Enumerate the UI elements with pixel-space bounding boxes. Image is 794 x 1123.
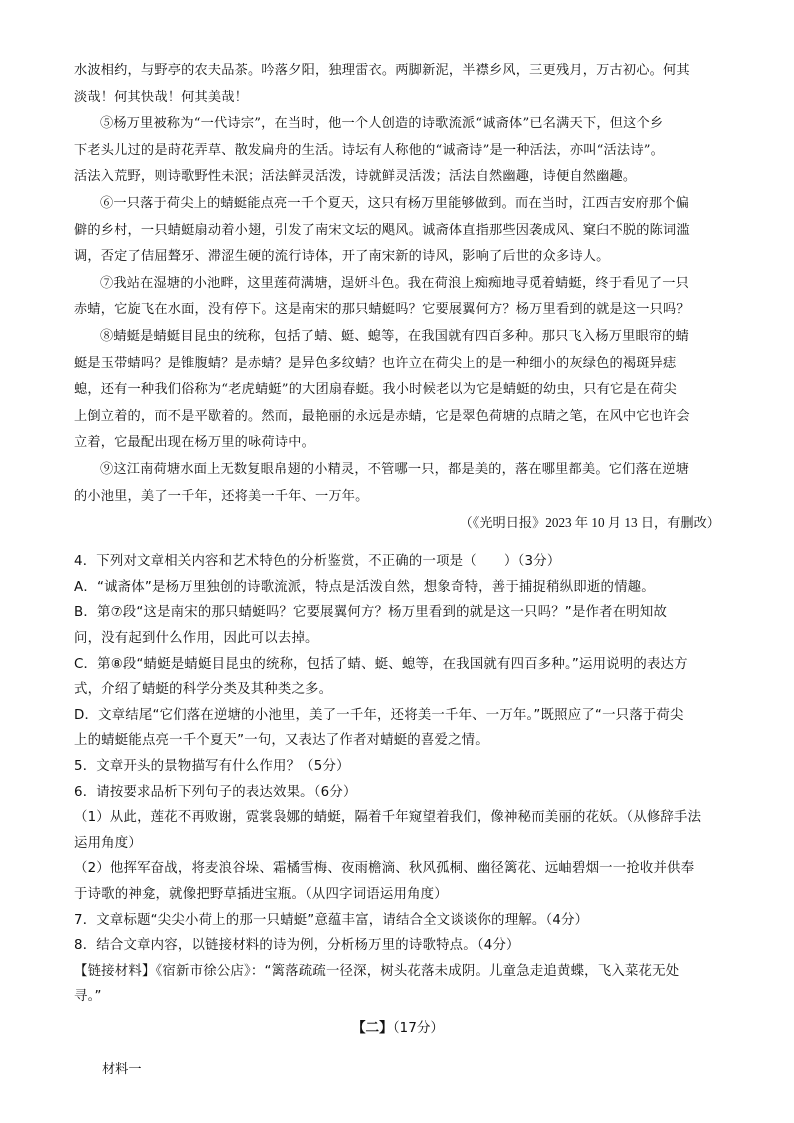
essay-paragraph-7: ⑦我站在湿塘的小池畔，这里莲荷满塘，逞妍斗色。我在荷浪上痴痴地寻觅着蜻蜓，终于看见了一只: [100, 275, 690, 291]
section-points: （17分）: [392, 1019, 445, 1036]
essay-body: [74, 58, 722, 510]
question-5: 5．文章开头的景物描写有什么作用？（5分）: [74, 759, 350, 775]
section-title: 【二】: [351, 1019, 393, 1036]
link-material-cont: 寻。”: [74, 989, 102, 1005]
essay-source: （《光明日报》2023 年 10 月 13 日，有删改）: [459, 515, 720, 531]
essay-line: 的小池里，美了一千年，还将美一千年、一万年。: [74, 488, 369, 504]
question-6-part-1: （1）从此，莲花不再败谢，霓裳袅娜的蜻蜓，隔着千年窥望着我们，像神秘而美丽的花妖。（从修辞手法: [74, 810, 702, 826]
question-4: 4．下列对文章相关内容和艺术特色的分析鉴赏，不正确的一项是（ ）（3分）: [74, 554, 561, 570]
essay-paragraph-8: ⑧蜻蜓是蜻蜓目昆虫的统称，包括了蜻、蜓、螅等，在我国就有四百多种。那只飞入杨万里眼帘的蜻: [100, 328, 690, 344]
option-d: D．文章结尾“它们落在逆塘的小池里，美了一千年，还将美一千年、一万年。”既照应了“一只落于荷尖: [74, 707, 684, 723]
link-material: 【链接材料】《宿新市徐公店》：“篱落疏疏一径深，树头花落未成阴。儿童急走追黄蝶，飞入菜花无处: [74, 963, 680, 979]
essay-line: 水波相约，与野亭的农夫品茶。吟落夕阳，独理雷衣。两脚新泥，半襟乡风，三更残月，万古初心。何其: [74, 63, 690, 78]
essay-line: 螅，还有一种我们俗称为“老虎蜻蜓”的大团扇春蜓。我小时候老以为它是蜻蜓的幼虫，只有它是在荷尖: [74, 382, 677, 398]
question-6-part-2: （2）他挥军奋战，将麦浪谷垛、霜橘雪梅、夜雨檐滴、秋风孤桐、幽径篱花、远岫碧烟一一抢收并供奉: [74, 861, 695, 877]
essay-line: 僻的乡村，一只蜻蜓扇动着小翅，引发了南宋文坛的飓风。诚斋体直指那些因袭成风、窠臼不脱的陈词滥: [74, 222, 690, 238]
question-list: [74, 549, 722, 1010]
option-a: A．“诚斋体”是杨万里独创的诗歌流派，特点是活泼自然，想象奇特，善于捕捉稍纵即逝的情趣。: [74, 579, 655, 595]
option-d-cont: 上的蜻蜓能点亮一千个夏天”一句，又表达了作者对蜻蜓的喜爱之情。: [74, 733, 489, 749]
option-c: C．第⑧段“蜻蜓是蜻蜓目昆虫的统称，包括了蜻、蜓、螅等，在我国就有四百多种。”运用说明的表达方: [74, 656, 688, 672]
question-7: 7．文章标题“尖尖小荷上的那一只蜻蜓”意蕴丰富，请结合全文谈谈你的理解。（4分）: [74, 912, 589, 928]
material-label: 材料一: [102, 1061, 142, 1077]
essay-line: 上倒立着的，而不是平歇着的。然而，最艳丽的永远是赤蜻，它是翠色荷塘的点睛之笔，在风中它也许会: [74, 408, 690, 424]
question-6-part-2-cont: 于诗歌的神龛，就像把野草插进宝瓶。（从四字词语运用角度）: [74, 887, 448, 902]
section-heading: [74, 1014, 722, 1042]
option-c-cont: 式，介绍了蜻蜓的科学分类及其种类之多。: [74, 682, 333, 698]
essay-line: 蜓是玉带蜻吗？是锥腹蜻？是赤蜻？是异色多纹蜻？也许立在荷尖上的是一种细小的灰绿色的褐斑异痣: [74, 355, 677, 371]
essay-line: 淡哉！何其快哉！何其美哉！: [74, 89, 249, 105]
option-b-cont: 问，没有起到什么作用，因此可以去掉。: [74, 631, 319, 647]
essay-line: 立着，它最配出现在杨万里的咏荷诗中。: [74, 435, 315, 451]
question-8: 8．结合文章内容，以链接材料的诗为例，分析杨万里的诗歌特点。（4分）: [74, 938, 520, 954]
essay-line: 赤蜻，它旋飞在水面，没有停下。这是南宋的那只蜻蜓吗？它要展翼何方？杨万里看到的就是这一只吗？: [74, 302, 690, 318]
option-b: B．第⑦段“这是南宋的那只蜻蜓吗？它要展翼何方？杨万里看到的就是这一只吗？”是作者在明知故: [74, 605, 668, 621]
essay-paragraph-6: ⑥一只落于荷尖上的蜻蜓能点亮一千个夏天，这只有杨万里能够做到。而在当时，江西吉安府那个偏: [100, 195, 690, 211]
essay-line: 调，否定了佶屈聱牙、滞涩生硬的流行诗体，开了南宋新的诗风，影响了后世的众多诗人。: [74, 249, 610, 265]
question-6-part-1-cont: 运用角度）: [74, 835, 142, 851]
essay-paragraph-9: ⑨这江南荷塘水面上无数复眼帛翅的小精灵，不管哪一只，都是美的，落在哪里都美。它们落在逆塘: [100, 461, 690, 477]
essay-line: 下老头儿过的是莳花弄草、散发扁舟的生活。诗坛有人称他的“诚斋诗”是一种活法，亦叫“活法诗”。: [74, 142, 665, 158]
question-6: 6．请按要求品析下列句子的表达效果。（6分）: [74, 784, 357, 800]
essay-paragraph-5: ⑤杨万里被称为“一代诗宗”，在当时，他一个人创造的诗歌流派“诚斋体”已名满天下，但这个乡: [100, 116, 664, 132]
essay-line: 活法入荒野，则诗歌野性未泯；活法鲜灵活泼，诗就鲜灵活泼；活法自然幽趣，诗便自然幽趣。: [74, 169, 637, 185]
